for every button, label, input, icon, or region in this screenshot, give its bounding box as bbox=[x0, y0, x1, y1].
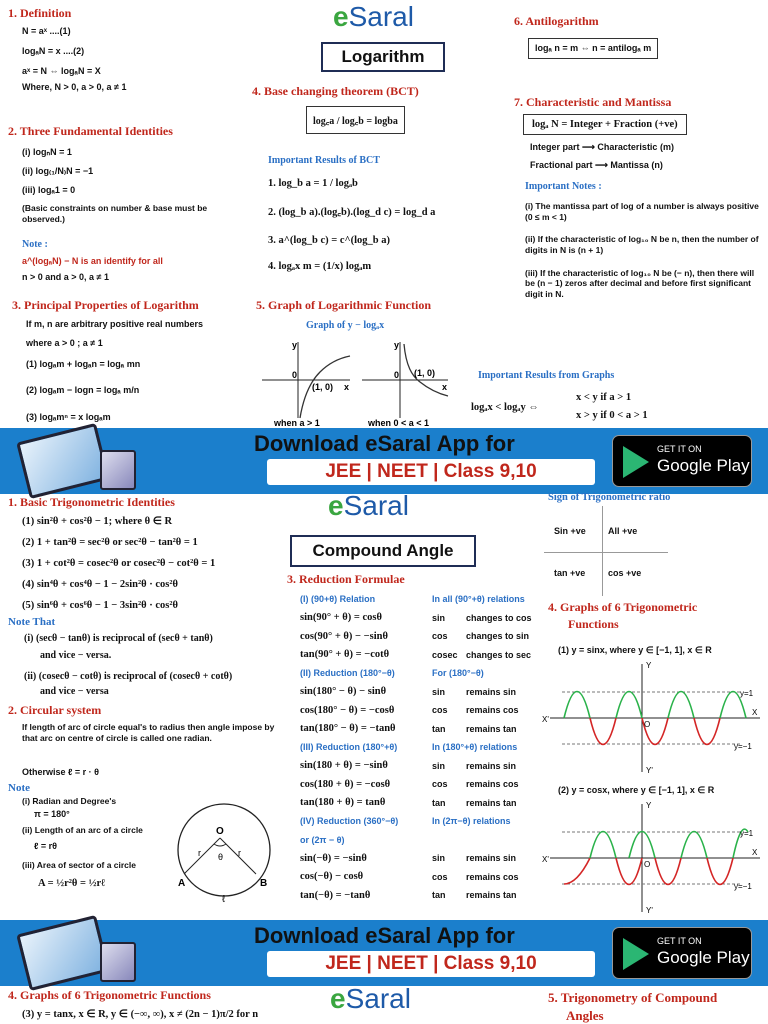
property-line: where a > 0 ; a ≠ 1 bbox=[26, 337, 103, 348]
reduction-rule: remains sin bbox=[466, 686, 517, 697]
important-notes-heading: Important Notes : bbox=[525, 181, 602, 192]
reduction-formula: sin(180 + θ) = −sinθ bbox=[300, 760, 388, 772]
tablet-image bbox=[16, 423, 110, 499]
reduction-function: For (180°−θ) bbox=[432, 668, 484, 679]
reduction-row bbox=[300, 868, 542, 887]
important-note: (i) The mantissa part of log of a number is always positive (0 ≤ m < 1) bbox=[525, 201, 759, 222]
definition-heading: 1. Definition bbox=[8, 6, 72, 20]
quadrant-label: cos +ve bbox=[608, 568, 642, 578]
circular-system-heading: 2. Circular system bbox=[8, 703, 102, 717]
svg-text:y=−1: y=−1 bbox=[734, 742, 752, 751]
definition-line: logₐN = x ....(2) bbox=[22, 45, 85, 56]
tan-graph-caption: (3) y = tanx, x ∈ R, y ∈ (−∞, ∞), x ≠ (2n − 1)π/2 for n bbox=[22, 1009, 259, 1020]
mantissa-line: Fractional part ⟶ Mantissa (n) bbox=[530, 160, 663, 170]
circular-note-line: ℓ = rθ bbox=[34, 841, 58, 852]
svg-text:θ: θ bbox=[218, 852, 224, 862]
reduction-row bbox=[300, 757, 542, 776]
svg-text:B: B bbox=[260, 878, 268, 889]
reduction-function: tan bbox=[432, 797, 446, 808]
graphs-heading: 4. Graphs of 6 Trigonometric bbox=[548, 600, 698, 614]
identity-line: (iii) logₐ1 = 0 bbox=[22, 184, 76, 195]
characteristic-line: Integer part ⟶ Characteristic (m) bbox=[530, 142, 674, 152]
identity-line: (ii) log₍₁/N₎N = −1 bbox=[22, 165, 94, 176]
circular-note-heading: Note bbox=[8, 782, 30, 794]
reduction-formula: or (2π − θ) bbox=[300, 834, 345, 845]
reduction-function: cos bbox=[432, 705, 448, 716]
section-title: Compound Angle bbox=[290, 535, 476, 567]
property-line: If m, n are arbitrary positive real numbers bbox=[26, 319, 204, 329]
reduction-formula: cos(180 + θ) = −cosθ bbox=[300, 778, 391, 790]
reduction-rule: remains tan bbox=[466, 723, 517, 734]
reduction-formula: tan(180 + θ) = tanθ bbox=[300, 797, 386, 809]
reduction-formula: tan(180° − θ) = −tanθ bbox=[300, 723, 396, 735]
play-store-icon bbox=[623, 938, 649, 970]
reduction-formula: tan(90° + θ) = −cotθ bbox=[300, 649, 390, 661]
definition-line: Where, N > 0, a > 0, a ≠ 1 bbox=[22, 82, 127, 93]
banner-subtitle: JEE | NEET | Class 9,10 bbox=[267, 459, 595, 485]
quadrant-label: All +ve bbox=[608, 526, 638, 536]
svg-text:ℓ: ℓ bbox=[222, 894, 226, 904]
google-play-caption: GET IT ON bbox=[657, 444, 702, 454]
cos-graph-caption: (2) y = cosx, where y ∈ [−1, 1], x ∈ R bbox=[558, 785, 715, 795]
note-line: (ii) (cosecθ − cotθ) is reciprocal of (cosecθ + cotθ) bbox=[24, 671, 233, 682]
property-line: (1) logₐm + logₐn = logₐ mn bbox=[26, 358, 141, 369]
reduction-row bbox=[300, 683, 542, 702]
banner-title: Download eSaral App for bbox=[254, 923, 515, 948]
reduction-function: cos bbox=[432, 631, 448, 642]
svg-text:Y': Y' bbox=[646, 906, 653, 915]
identity-line: (3) 1 + cot²θ = cosec²θ or cosec²θ − cot²θ = 1 bbox=[22, 558, 216, 569]
reduction-function: In all (90°+θ) relations bbox=[432, 594, 525, 605]
banner-title: Download eSaral App for bbox=[254, 431, 515, 456]
svg-text:y=−1: y=−1 bbox=[734, 882, 752, 891]
bct-heading: 4. Base changing theorem (BCT) bbox=[252, 84, 419, 98]
characteristic-mantissa-heading: 7. Characteristic and Mantissa bbox=[514, 95, 672, 109]
reduction-row bbox=[300, 831, 542, 850]
reduction-rule: remains cos bbox=[466, 705, 519, 716]
log-graph-figure bbox=[258, 336, 458, 428]
svg-text:y=1: y=1 bbox=[740, 829, 754, 838]
google-play-button[interactable] bbox=[612, 435, 752, 487]
reduction-function: sin bbox=[432, 853, 446, 864]
quadrant-label: tan +ve bbox=[554, 568, 586, 578]
svg-text:X': X' bbox=[542, 715, 549, 724]
reduction-row bbox=[300, 812, 542, 831]
reduction-rule: changes to cos bbox=[466, 612, 532, 623]
note-heading: Note : bbox=[22, 239, 48, 250]
phone-image bbox=[100, 450, 136, 490]
property-line: (3) logₐmⁿ = x logₐm bbox=[26, 412, 111, 423]
identity-line: (4) sin⁴θ + cos⁴θ − 1 − 2sin²θ · cos²θ bbox=[22, 579, 179, 590]
antilog-box: logₐ n = m ⇔ n = antilogₐ m bbox=[528, 38, 658, 59]
axis-label: x bbox=[442, 382, 448, 392]
identity-line: (5) sin⁶θ + cos⁶θ − 1 − 3sin²θ · cos²θ bbox=[22, 600, 179, 611]
definition-list bbox=[22, 26, 127, 93]
svg-text:O: O bbox=[644, 720, 651, 729]
circular-note-line: (ii) Length of an arc of a circle bbox=[22, 825, 143, 836]
circular-note-line: (i) Radian and Degree's bbox=[22, 796, 117, 806]
note-line: (i) (secθ − tanθ) is reciprocal of (secθ + tanθ) bbox=[24, 633, 213, 644]
important-notes-list bbox=[525, 201, 761, 299]
reduction-rule: remains cos bbox=[466, 871, 519, 882]
circular-note-list bbox=[22, 796, 143, 889]
reduction-rule: remains sin bbox=[466, 760, 517, 771]
graph-result-right: x > y if 0 < a > 1 bbox=[576, 410, 648, 421]
reduction-formula: cos(90° + θ) − −sinθ bbox=[300, 630, 388, 642]
app-download-banner[interactable] bbox=[0, 428, 768, 494]
reduction-row bbox=[300, 775, 542, 794]
banner-subtitle: JEE | NEET | Class 9,10 bbox=[267, 951, 595, 977]
bct-results-list bbox=[268, 178, 435, 272]
reduction-formula: sin(−θ) = −sinθ bbox=[300, 852, 367, 864]
identity-line: (2) 1 + tan²θ = sec²θ or sec²θ − tan²θ = 1 bbox=[22, 537, 198, 548]
axis-label: y bbox=[292, 340, 298, 350]
compound-angles-heading-2: Angles bbox=[566, 1008, 604, 1023]
circular-note-line: π = 180° bbox=[34, 808, 70, 819]
graph-result-right: x < y if a > 1 bbox=[576, 392, 632, 403]
reduction-rule: remains tan bbox=[466, 797, 517, 808]
reduction-rule: remains tan bbox=[466, 890, 517, 901]
svg-text:O: O bbox=[644, 860, 651, 869]
reduction-formula: (III) Reduction (180°+θ) bbox=[300, 742, 398, 753]
reduction-rule: remains sin bbox=[466, 853, 517, 864]
reduction-formulae-table bbox=[300, 590, 542, 905]
reduction-row bbox=[300, 849, 542, 868]
note-that-list bbox=[24, 633, 232, 697]
svg-text:r: r bbox=[238, 848, 241, 858]
identity-line: (1) sin²θ + cos²θ − 1; where θ ∈ R bbox=[22, 516, 173, 527]
axis-label: 0 bbox=[292, 370, 298, 380]
log-graph-heading: 5. Graph of Logarithmic Function bbox=[256, 298, 432, 312]
reduction-formula: (IV) Reduction (360°−θ) bbox=[300, 816, 399, 827]
bct-result-line: 2. (log_b a).(log꜀b).(log_d c) = log_d a bbox=[268, 207, 436, 218]
esaral-logo: eSaral bbox=[330, 983, 411, 1014]
circular-note-line: A = ½r²θ = ½rℓ bbox=[38, 878, 106, 890]
characteristic-mantissa-box: logₐ N = Integer + Fraction (+ve) bbox=[523, 114, 687, 135]
esaral-logo: eSaral bbox=[333, 1, 414, 32]
svg-text:X: X bbox=[752, 708, 758, 717]
axis-label: x bbox=[344, 382, 350, 392]
log-graph-subtitle: Graph of y − logₐx bbox=[306, 320, 385, 331]
note-line: and vice − versa bbox=[40, 686, 109, 697]
reduction-function: cos bbox=[432, 779, 448, 790]
google-play-caption: GET IT ON bbox=[657, 936, 702, 946]
bct-result-line: 4. logₐx m = (1/x) logₐm bbox=[268, 261, 372, 272]
reduction-function: sin bbox=[432, 686, 446, 697]
svg-text:A: A bbox=[178, 878, 186, 889]
principal-properties-list bbox=[26, 319, 203, 423]
property-line: (2) logₐm − logn = logₐ m/n bbox=[26, 385, 140, 396]
reduction-function: In (2π−θ) relations bbox=[432, 816, 511, 827]
graphs-heading: 4. Graphs of 6 Trigonometric Functions bbox=[8, 988, 211, 1002]
sin-graph-caption: (1) y = sinx, where y ∈ [−1, 1], x ∈ R bbox=[558, 645, 712, 655]
reduction-row bbox=[300, 590, 542, 609]
note-line: a^(logₐN) − N is an identify for all bbox=[22, 256, 163, 266]
reduction-formulae-heading: 3. Reduction Formulae bbox=[287, 572, 405, 586]
important-note: (iii) If the characteristic of log₁₀ N be (− n), then there will be (n − 1) zeros after decimal and before first significant digit in N. bbox=[525, 267, 755, 299]
reduction-function: cos bbox=[432, 871, 448, 882]
svg-text:Y: Y bbox=[646, 661, 652, 670]
svg-text:X: X bbox=[752, 848, 758, 857]
tablet-image bbox=[16, 915, 110, 991]
reduction-formula: sin(180° − θ) − sinθ bbox=[300, 686, 387, 698]
sign-quadrant-table bbox=[544, 506, 668, 596]
identity-note: (Basic constraints on number & base must be observed.) bbox=[22, 203, 208, 225]
play-store-icon bbox=[623, 446, 649, 478]
definition-line: aˣ = N ⇔ logₐN = X bbox=[22, 65, 101, 76]
compound-angles-heading: 5. Trigonometry of Compound bbox=[548, 990, 718, 1005]
reduction-row bbox=[300, 646, 542, 665]
svg-text:X': X' bbox=[542, 855, 549, 864]
sin-graph bbox=[542, 660, 766, 775]
bct-result-line: 3. a^(log_b c) = c^(log_b a) bbox=[268, 235, 391, 246]
page-title: Logarithm bbox=[321, 42, 445, 72]
reduction-rule: remains cos bbox=[466, 779, 519, 790]
circular-system-formula: Otherwise ℓ = r · θ bbox=[22, 767, 100, 777]
graph-results-heading: Important Results from Graphs bbox=[478, 370, 615, 381]
graph-result-left: logₐx < logₐy ⇔ bbox=[471, 402, 539, 413]
svg-text:r: r bbox=[198, 848, 201, 858]
reduction-row bbox=[300, 738, 542, 757]
reduction-formula: (I) (90+θ) Relation bbox=[300, 594, 376, 605]
note-line: and vice − versa. bbox=[40, 650, 112, 661]
reduction-row bbox=[300, 720, 542, 739]
reduction-function: In (180°+θ) relations bbox=[432, 742, 518, 753]
axis-label: y bbox=[394, 340, 400, 350]
bct-result-line: 1. log_b a = 1 / logₐb bbox=[268, 178, 358, 189]
google-play-label: Google Play bbox=[657, 948, 750, 967]
fundamental-identities-heading: 2. Three Fundamental Identities bbox=[8, 124, 173, 138]
reduction-formula: sin(90° + θ) = cosθ bbox=[300, 612, 382, 624]
important-note: (ii) If the characteristic of log₁₀ N be n, then the number of digits in N is (n + 1) bbox=[525, 234, 759, 255]
graphs-heading-2: Functions bbox=[568, 617, 619, 631]
definition-line: N = aˣ ....(1) bbox=[22, 26, 71, 36]
reduction-rule: changes to sec bbox=[466, 649, 532, 660]
reduction-formula: tan(−θ) = −tanθ bbox=[300, 889, 371, 901]
reduction-function: sin bbox=[432, 760, 446, 771]
svg-text:O: O bbox=[216, 826, 224, 837]
bct-results-heading: Important Results of BCT bbox=[268, 155, 380, 166]
reduction-function: cosec bbox=[432, 649, 458, 660]
note-that-heading: Note That bbox=[8, 616, 56, 628]
note-line: n > 0 and a > 0, a ≠ 1 bbox=[22, 272, 109, 282]
bct-box: log꜀a / log꜀b = logba bbox=[306, 106, 405, 134]
graph-caption: when 0 < a < 1 bbox=[368, 418, 430, 428]
axis-label: 0 bbox=[394, 370, 400, 380]
basic-identities-list bbox=[22, 515, 215, 611]
reduction-function: sin bbox=[432, 612, 446, 623]
principal-properties-heading: 3. Principal Properties of Logarithm bbox=[12, 298, 199, 312]
google-play-label: Google Play bbox=[657, 456, 750, 475]
reduction-formula: cos(180° − θ) = −cosθ bbox=[300, 704, 395, 716]
phone-image bbox=[100, 942, 136, 982]
reduction-formula: (II) Reduction (180°−θ) bbox=[300, 668, 395, 679]
quadrant-label: Sin +ve bbox=[554, 526, 586, 536]
circular-system-text: If length of arc of circle equal's to radius then angle impose by that arc on centre of circle is called one radian. bbox=[22, 722, 275, 743]
circle-sector-diagram bbox=[168, 800, 280, 904]
reduction-row bbox=[300, 886, 542, 905]
svg-text:y=1: y=1 bbox=[740, 689, 754, 698]
reduction-function: tan bbox=[432, 890, 446, 901]
reduction-row bbox=[300, 701, 542, 720]
cos-graph bbox=[542, 800, 766, 915]
reduction-row bbox=[300, 627, 542, 646]
google-play-button[interactable] bbox=[612, 927, 752, 979]
reduction-row bbox=[300, 794, 542, 813]
fundamental-identities-list bbox=[22, 147, 242, 225]
reduction-row bbox=[300, 664, 542, 683]
reduction-formula: cos(−θ) − cosθ bbox=[300, 871, 364, 883]
reduction-row bbox=[300, 609, 542, 628]
svg-text:Y': Y' bbox=[646, 766, 653, 775]
sign-heading: Sign of Trigonometric ratio bbox=[548, 492, 671, 503]
identity-line: (i) logₙN = 1 bbox=[22, 147, 72, 157]
axis-label: (1, 0) bbox=[312, 382, 334, 392]
reduction-rule: changes to sin bbox=[466, 631, 530, 642]
graph-caption: when a > 1 bbox=[274, 418, 320, 428]
svg-text:Y: Y bbox=[646, 801, 652, 810]
basic-identities-heading: 1. Basic Trigonometric Identities bbox=[8, 495, 175, 509]
esaral-logo: eSaral bbox=[328, 490, 409, 521]
axis-label: (1, 0) bbox=[414, 368, 436, 378]
app-download-banner[interactable] bbox=[0, 920, 768, 986]
circular-note-line: (iii) Area of sector of a circle bbox=[22, 859, 136, 870]
reduction-function: tan bbox=[432, 723, 446, 734]
antilog-heading: 6. Antilogarithm bbox=[514, 14, 599, 28]
